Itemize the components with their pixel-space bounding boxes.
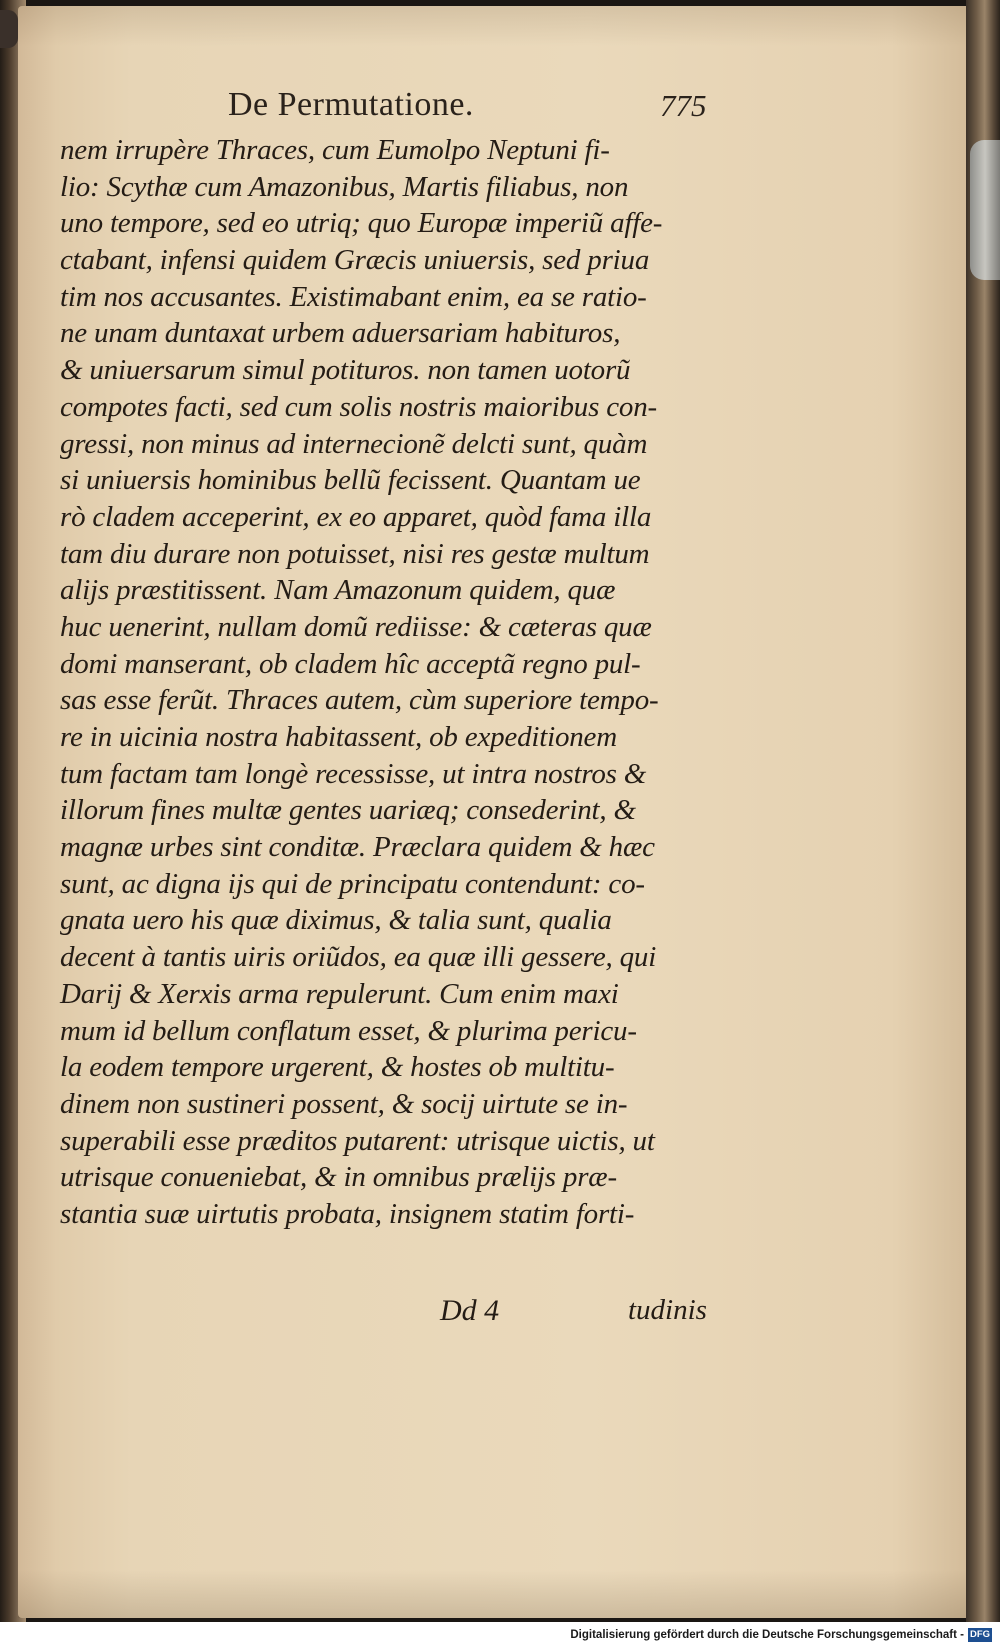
text-line: & uniuersarum simul potituros. non tamen uotorũ — [60, 354, 631, 387]
text-line: gressi, non minus ad internecionẽ delcti sunt, quàm — [60, 427, 648, 460]
text-line: decent à tantis uiris oriũdos, ea quæ illi gessere, qui — [60, 941, 657, 974]
text-line: magnæ urbes sint conditæ. Præclara quidem & hæc — [60, 831, 655, 864]
text-line: ctabant, infensi quidem Græcis uniuersis, sed priua — [60, 244, 650, 277]
text-line: utrisque conueniebat, & in omnibus prælijs præ- — [60, 1161, 617, 1194]
text-line: nem irrupère Thraces, cum Eumolpo Neptuni fi- — [60, 134, 610, 166]
text-line: rò cladem acceperint, ex eo apparet, quòd fama illa — [60, 500, 652, 533]
dfg-logo: DFG — [969, 1629, 991, 1640]
signature-mark: Dd 4 — [440, 1294, 500, 1327]
text-line: tim nos accusantes. Existimabant enim, ea se ratio- — [60, 280, 647, 313]
text-line: ne unam duntaxat urbem aduersariam habituros, — [60, 317, 621, 350]
text-line: alijs præstitissent. Nam Amazonum quidem, quæ — [60, 574, 616, 607]
text-line: gnata uero his quæ diximus, & talia sunt, qualia — [60, 904, 612, 937]
text-line: dinem non sustineri possent, & socij uirtute se in- — [60, 1087, 628, 1120]
text-line: si uniuersis hominibus bellũ fecissent. Quantam ue — [60, 464, 641, 497]
text-line: mum id bellum conflatum esset, & plurima pericu- — [60, 1014, 637, 1047]
text-line: Darij & Xerxis arma repulerunt. Cum enim maxi — [60, 977, 619, 1010]
text-line: re in uicinia nostra habitassent, ob expeditionem — [60, 721, 617, 753]
text-line: domi manserant, ob cladem hîc acceptã regno pul- — [60, 647, 641, 680]
catchword: tudinis — [628, 1294, 707, 1326]
text-line: lio: Scythæ cum Amazonibus, Martis filiabus, non — [60, 170, 629, 203]
page-footer — [440, 1294, 740, 1334]
left-page-tab — [0, 10, 18, 48]
text-line: uno tempore, sed eo utriq; quo Europæ imperiũ affe- — [60, 207, 663, 240]
text-line: compotes facti, sed cum solis nostris maioribus con- — [60, 390, 657, 423]
page-clip — [970, 140, 1000, 280]
text-line: superabili esse præditos putarent: utrisque uictis, ut — [60, 1124, 655, 1157]
text-line: illorum fines multæ gentes uariæq; consederint, & — [60, 794, 636, 827]
text-line: huc uenerint, nullam domũ rediisse: & cæteras quæ — [60, 610, 652, 643]
page-number: 775 — [660, 88, 707, 123]
text-line: la eodem tempore urgerent, & hostes ob multitu- — [60, 1051, 615, 1084]
text-line: stantia suæ uirtutis probata, insignem statim forti- — [60, 1197, 635, 1230]
scan-credit-text: Digitalisierung gefördert durch die Deutsche Forschungsgemeinschaft - — [570, 1629, 964, 1641]
page-top-shadow — [18, 6, 968, 46]
text-line: sunt, ac digna ijs qui de principatu contendunt: co- — [60, 867, 645, 900]
running-title: De Permutatione. — [228, 86, 474, 123]
text-line: tam diu durare non potuisset, nisi res gestæ multum — [60, 537, 650, 570]
text-line: tum factam tam longè recessisse, ut intra nostros & — [60, 757, 647, 790]
body-text — [60, 132, 740, 1233]
page-bottom-shadow — [18, 1570, 968, 1618]
text-line: sas esse ferũt. Thraces autem, cùm superiore tempo- — [60, 684, 659, 717]
